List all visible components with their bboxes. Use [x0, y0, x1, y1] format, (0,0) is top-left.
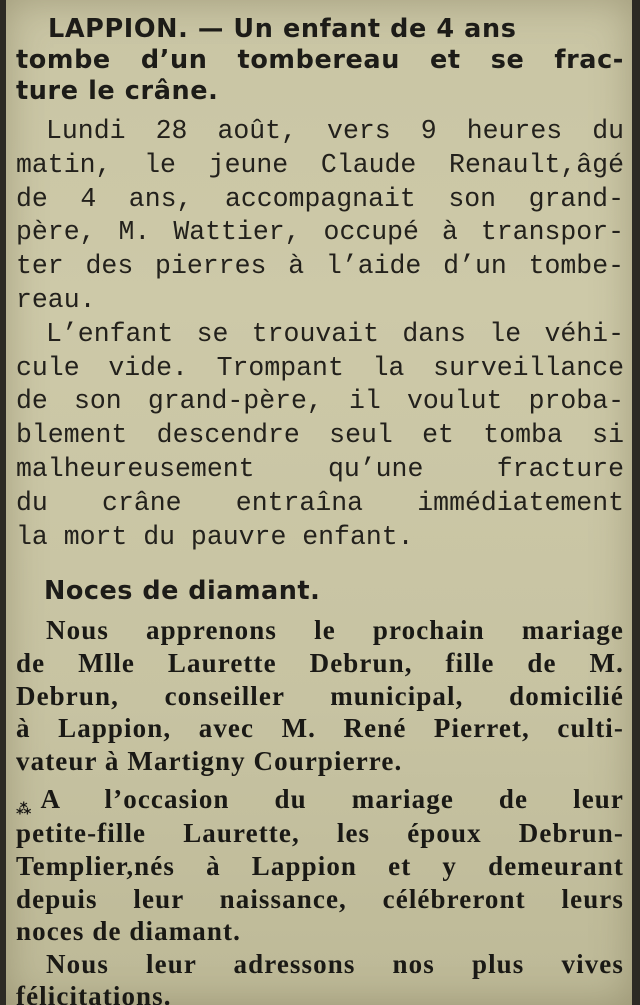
asterism-icon: ⁂ [16, 800, 33, 819]
headline-line: tombe d’un tombereau et se frac- [16, 45, 624, 75]
body-line: depuis leur naissance, célébreront leurs [16, 883, 624, 914]
body-line: blement descendre seul et tomba si [16, 420, 624, 451]
article-body-lappion [16, 115, 624, 554]
body-line: Templier,nés à Lappion et y demeurant [16, 850, 624, 881]
body-line: du crâne entraîna immédiatement [16, 487, 624, 518]
body-line: malheureusement qu’une fracture [16, 453, 624, 484]
body-line: vateur à Martigny Courpierre. [16, 745, 403, 776]
body-line: ter des pierres à l’aide d’un tombe- [16, 251, 624, 282]
body-line: la mort du pauvre enfant. [16, 521, 414, 552]
body-line: cule vide. Trompant la surveillance [16, 352, 624, 383]
article-headline-noces: Noces de diamant. [44, 576, 321, 607]
article-column [16, 14, 624, 1005]
article-headline-lappion [16, 14, 624, 107]
body-line-text: A l’occasion du mariage de leur [40, 784, 624, 815]
article-body-noces [16, 614, 624, 1005]
body-line: matin, le jeune Claude Renault,âgé [16, 149, 624, 180]
body-line [16, 783, 624, 817]
body-line: de Mlle Laurette Debrun, fille de M. [16, 647, 624, 678]
body-line: Lundi 28 août, vers 9 heures du [46, 116, 624, 146]
body-line: père, M. Wattier, occupé à transpor- [16, 217, 624, 248]
body-line: Debrun, conseiller municipal, domicilié [16, 680, 624, 711]
body-line: petite-fille Laurette, les époux Debrun- [16, 818, 624, 849]
headline-line: ture le crâne. [16, 76, 219, 106]
body-line: Nous leur adressons nos plus vives [46, 948, 624, 979]
newspaper-clipping [6, 0, 632, 1005]
body-line: de 4 ans, accompagnait son grand- [16, 183, 624, 214]
body-line: félicitations. [16, 981, 172, 1005]
body-line: L’enfant se trouvait dans le véhi- [46, 318, 624, 349]
body-line: à Lappion, avec M. René Pierret, culti- [16, 713, 624, 744]
body-line: reau. [16, 284, 96, 315]
headline-line: LAPPION. — Un enfant de 4 ans [48, 14, 517, 44]
body-line: de son grand-père, il voulut proba- [16, 386, 624, 417]
body-line: noces de diamant. [16, 916, 241, 947]
body-line: Nous apprenons le prochain mariage [46, 615, 624, 646]
